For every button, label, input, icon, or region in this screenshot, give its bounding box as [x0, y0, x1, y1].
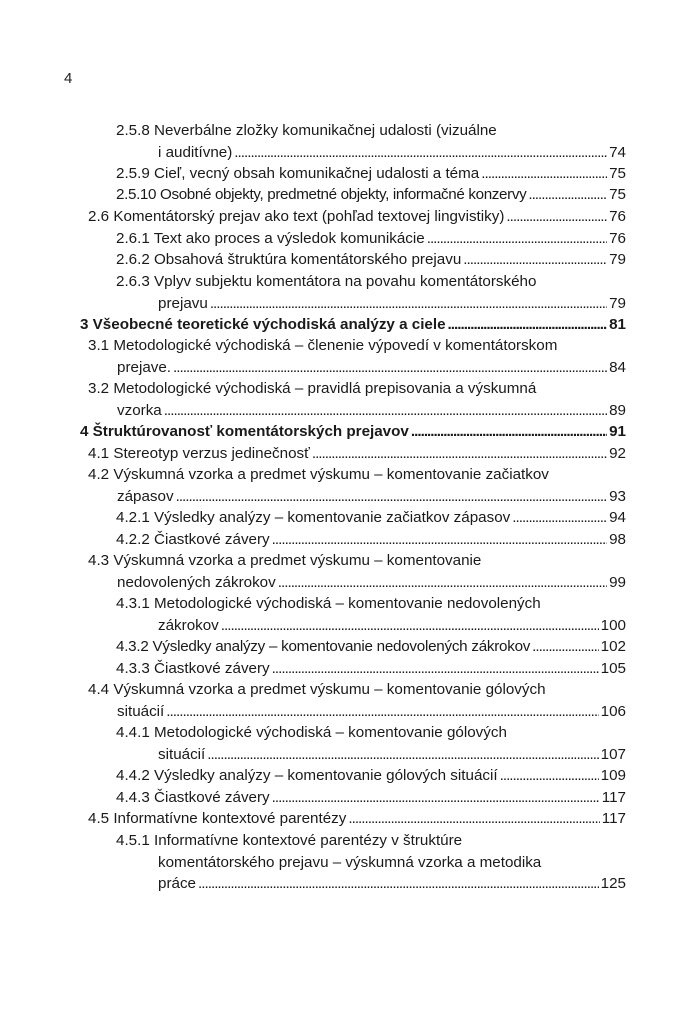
toc-entry-title: 4.4.3 Čiastkové závery	[116, 789, 270, 806]
toc-entry-title-line: 4.3.1 Metodologické východiská – komentovanie nedovolených	[116, 595, 541, 612]
leader-dots	[506, 206, 607, 228]
leader-dots	[512, 507, 607, 529]
toc-entry[interactable]	[116, 636, 626, 658]
leader-dots	[348, 808, 599, 830]
toc-page-number: 109	[600, 767, 626, 784]
leader-dots	[176, 486, 608, 508]
toc-page-number: 106	[600, 702, 626, 720]
toc-entry-title: nedovolených zákrokov	[117, 573, 276, 591]
toc-entry[interactable]	[88, 808, 626, 830]
toc-entry-title: prejave.	[117, 358, 172, 376]
toc-entry-title-line: 4.4.1 Metodologické východiská – komentovanie gólových	[116, 724, 507, 741]
toc-page-number: 94	[609, 509, 626, 526]
toc-entry[interactable]	[116, 184, 626, 206]
toc-entry[interactable]	[116, 722, 626, 765]
toc-entry[interactable]	[116, 658, 626, 680]
toc-entry-title-line: 4.2 Výskumná vzorka a predmet výskumu – komentovanie začiatkov	[88, 466, 549, 483]
leader-dots	[427, 228, 607, 250]
toc-entry-title: zápasov	[117, 487, 174, 505]
toc-page-number: 102	[600, 638, 626, 655]
toc-page-number: 107	[600, 745, 626, 763]
toc-entry-title: 2.6.1 Text ako proces a výsledok komunikácie	[116, 230, 425, 247]
toc-entry-title: 2.6 Komentátorský prejav ako text (pohľad textovej lingvistiky)	[88, 208, 505, 225]
toc-entry-title: 2.5.10 Osobné objekty, predmetné objekty, informačné konzervy	[116, 186, 527, 203]
toc-entry-title-line: 4.3 Výskumná vzorka a predmet výskumu – komentovanie	[88, 552, 482, 569]
toc-entry[interactable]	[116, 249, 626, 271]
leader-dots	[173, 357, 607, 379]
toc-entry-title: 4.4.2 Výsledky analýzy – komentovanie gólových situácií	[116, 767, 498, 784]
leader-dots	[272, 658, 599, 680]
toc-entry-title-line: 2.6.3 Vplyv subjektu komentátora na povahu komentátorského	[116, 273, 537, 290]
leader-dots	[528, 184, 607, 206]
toc-entry[interactable]	[116, 271, 626, 314]
leader-dots	[164, 400, 607, 422]
toc-page-number: 100	[600, 616, 626, 634]
leader-dots	[166, 701, 598, 723]
toc-entry-title: 4.2.1 Výsledky analýzy – komentovanie začiatkov zápasov	[116, 509, 511, 526]
toc-entry[interactable]	[88, 464, 626, 507]
toc-entry-title: situácií	[158, 745, 206, 763]
toc-page-number: 99	[609, 573, 626, 591]
toc-entry[interactable]	[88, 206, 626, 228]
toc-page-number: 117	[601, 789, 626, 806]
toc-entry[interactable]	[88, 443, 626, 465]
toc-page-number: 125	[600, 875, 626, 892]
toc-page-number: 93	[609, 487, 626, 505]
toc-entry[interactable]	[116, 163, 626, 185]
toc-entry-title: situácií	[117, 702, 165, 720]
toc-entry-title: 4.3.2 Výsledky analýzy – komentovanie nedovolených zákrokov	[116, 638, 531, 655]
toc-entry-title: 4.1 Stereotyp verzus jedinečnosť	[88, 445, 310, 462]
toc-page-number: 79	[609, 294, 626, 312]
toc-entry[interactable]	[116, 507, 626, 529]
leader-dots	[500, 765, 599, 787]
leader-dots	[210, 293, 607, 315]
toc-entry[interactable]	[116, 787, 626, 809]
toc-page-number: 105	[600, 660, 626, 677]
page-number: 4	[64, 70, 73, 87]
toc-entry-title-line: 3.1 Metodologické východiská – členenie výpovedí v komentátorskom	[88, 337, 558, 354]
toc-entry[interactable]	[88, 335, 626, 378]
toc-entry[interactable]	[116, 529, 626, 551]
leader-dots	[207, 744, 598, 766]
toc-chapter-entry[interactable]	[80, 314, 626, 336]
leader-dots	[272, 529, 607, 551]
toc-entry-title: 2.6.2 Obsahová štruktúra komentátorského prejavu	[116, 251, 462, 268]
toc-page-number: 89	[609, 401, 626, 419]
toc-entry-title: 4.5 Informatívne kontextové parentézy	[88, 810, 347, 827]
toc-page-number: 91	[609, 423, 626, 440]
toc-page-number: 79	[609, 251, 626, 268]
toc-entry[interactable]	[116, 765, 626, 787]
toc-entry[interactable]	[88, 378, 626, 421]
toc-entry-title: práce	[158, 875, 196, 892]
toc-entry-title: vzorka	[117, 401, 162, 419]
toc-page-number: 75	[609, 165, 626, 182]
toc-entry[interactable]	[88, 550, 626, 593]
toc-page-number: 76	[609, 230, 626, 247]
leader-dots	[463, 249, 607, 271]
toc-page-number: 76	[609, 208, 626, 225]
leader-dots	[532, 636, 599, 658]
toc-entry[interactable]	[116, 830, 626, 895]
leader-dots	[411, 421, 607, 443]
toc-entry-title-line: komentátorského prejavu – výskumná vzorka a metodika	[158, 853, 542, 871]
toc-page-number: 75	[609, 186, 626, 203]
toc-entry-title: prejavu	[158, 294, 208, 312]
leader-dots	[278, 572, 607, 594]
toc-entry[interactable]	[116, 228, 626, 250]
toc-page-number: 74	[609, 143, 626, 161]
toc-entry-title-line: 4.4 Výskumná vzorka a predmet výskumu – komentovanie gólových	[88, 681, 546, 698]
toc-entry-title: 2.5.9 Cieľ, vecný obsah komunikačnej udalosti a téma	[116, 165, 480, 182]
toc-chapter-entry[interactable]	[80, 421, 626, 443]
toc-entry-title-line: 3.2 Metodologické východiská – pravidlá prepisovania a výskumná	[88, 380, 537, 397]
toc-entry-title-line: 4.5.1 Informatívne kontextové parentézy v štruktúre	[116, 832, 463, 849]
toc-entry-title-line: 2.5.8 Neverbálne zložky komunikačnej udalosti (vizuálne	[116, 122, 497, 139]
leader-dots	[234, 142, 607, 164]
leader-dots	[221, 615, 599, 637]
leader-dots	[272, 787, 600, 809]
toc-page-number: 117	[601, 810, 626, 827]
leader-dots	[198, 873, 599, 895]
toc-entry-title: 4.2.2 Čiastkové závery	[116, 531, 270, 548]
leader-dots	[448, 314, 608, 336]
toc-page-number: 81	[609, 316, 626, 333]
leader-dots	[312, 443, 607, 465]
leader-dots	[481, 163, 607, 185]
toc-entry-title: zákrokov	[158, 616, 219, 634]
toc-entry-title: i auditívne)	[158, 143, 233, 161]
toc-page-number: 98	[609, 531, 626, 548]
toc-entry[interactable]	[116, 593, 626, 636]
toc-entry-title: 4 Štruktúrovanosť komentátorských prejavov	[80, 423, 409, 440]
toc-entry[interactable]	[116, 120, 626, 163]
toc-entry-title: 3 Všeobecné teoretické východiská analýzy a ciele	[80, 316, 446, 333]
toc-page-number: 92	[609, 445, 626, 462]
toc-page-number: 84	[609, 358, 626, 376]
toc-entry[interactable]	[88, 679, 626, 722]
toc-entry-title: 4.3.3 Čiastkové závery	[116, 660, 270, 677]
